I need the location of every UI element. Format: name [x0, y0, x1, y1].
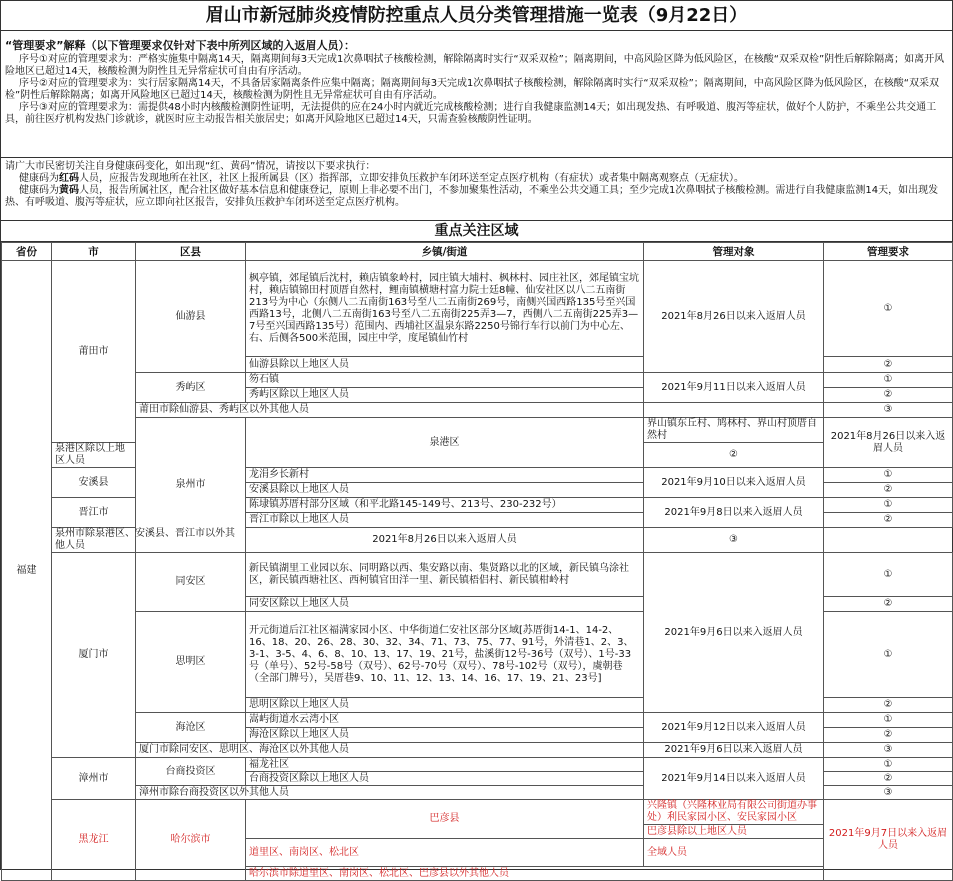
street-cell: 漳州市除台商投资区以外其他人员	[136, 786, 644, 800]
req-cell: ②	[824, 597, 953, 612]
district-cell: 晋江市	[52, 498, 136, 528]
header-street: 乡镇/街道	[246, 243, 644, 261]
street-cell: 陈埭镇苏厝村部分区域（和平北路145-149号、213号、230-232号）	[246, 498, 644, 513]
table-header-row	[2, 243, 953, 261]
table-row	[2, 418, 953, 443]
street-cell: 思明区除以上地区人员	[246, 698, 644, 713]
req-cell: ①	[824, 373, 953, 388]
street-cell: 兴隆镇（兴隆林业局有限公司街道办事处）利民家园小区、安民家园小区	[644, 800, 824, 825]
req-cell: ②	[824, 483, 953, 498]
street-cell: 福龙社区	[246, 758, 644, 772]
street-cell: 枫亭镇，郊尾镇后沈村，赖店镇象岭村，园庄镇大埔村、枫林村、园庄社区，郊尾镇宝坑村，赖店镇锦田村顶厝自然村，鲤南镇横塘村富力院士廷8幢、仙安社区以八二五南街213号为中心（东侧八二五南街163号至八二五南街269号，南侧兴国西路135号至兴国西路13号，北侧八二五南街163号至八二五南街225弄3—7，西侧八二五南街225弄3—7号至兴国西路135号）范围内、西埔社区温泉东路2250号锦行车行以前门为中心左、右、后侧各500米范围，园庄中学，度尾镇仙竹村	[246, 261, 644, 357]
header-district: 区县	[136, 243, 246, 261]
header-city: 市	[52, 243, 136, 261]
district-cell: 思明区	[136, 612, 246, 713]
district-cell: 巴彦县	[246, 800, 644, 839]
target-cell: 2021年8月26日以来入返眉人员	[644, 261, 824, 373]
street-cell: 哈尔滨市除道里区、南岗区、松北区、巴彦县以外其他人员	[246, 867, 824, 881]
table-row	[2, 553, 953, 597]
city-cell: 漳州市	[52, 758, 136, 800]
req-cell: ①	[824, 713, 953, 728]
street-cell: 莆田市除仙游县、秀屿区以外其他人员	[136, 403, 644, 418]
target-cell: 2021年8月26日以来入返眉人员	[246, 528, 644, 553]
district-cell: 泉港区	[246, 418, 644, 468]
notice-intro: 请广大市民密切关注自身健康码变化，如出现“红、黄码”情况，请按以下要求执行：	[5, 161, 376, 172]
table-row	[2, 261, 953, 357]
street-cell: 新民镇湖里工业园以东、同明路以西、集安路以南、集贤路以北的区域，新民镇乌涂社区，新民镇西塘社区、西柯镇官田洋一里、新民镇梧侣村、新民镇柑岭村	[246, 553, 644, 597]
req-cell: ①	[824, 758, 953, 772]
requirement-2: 序号②对应的管理要求为：实行居家隔离14天，不具备居家隔离条件应集中隔离；隔离期间每3天完成1次鼻咽拭子核酸检测，解除隔离时实行“双采双检”；隔离期间，中高风险区降为低风险区，在核酸“双采双检”阴性后解除隔离；如离开风险地区已超过14天，核酸检测为阴性且无异常症状可自由有序活动。	[5, 78, 939, 101]
street-cell: 仙游县除以上地区人员	[246, 357, 644, 373]
req-cell: ③	[824, 403, 953, 418]
table-row	[2, 743, 953, 758]
key-areas-heading: 重点关注区域	[1, 221, 952, 242]
req-cell: ③	[644, 528, 824, 553]
requirements-section	[1, 31, 952, 158]
requirement-1: 序号①对应的管理要求为：严格实施集中隔离14天，隔离期间每3天完成1次鼻咽拭子核酸检测，解除隔离时实行“双采双检”；隔离期间，中高风险区降为低风险区，在核酸“双采双检”阴性后解除隔离；如离开风险地区已超过14天，核酸检测为阴性且无异常症状可自由有序活动。	[5, 54, 945, 77]
target-cell: 2021年9月6日以来入返眉人员	[644, 553, 824, 713]
province-cell: 黑龙江	[52, 800, 136, 881]
target-cell: 2021年8月26日以来入返眉人员	[824, 418, 953, 468]
notice-yellow-code: 健康码为黄码人员，报告所属社区，配合社区做好基本信息和健康登记，原则上非必要不出门，不参加聚集性活动，不乘坐公共交通工具；至少完成1次鼻咽拭子核酸检测。需进行自我健康监测14天，如出现发热、有呼吸道、腹泻等症状，应立即向社区报告，安排负压救护车闭环送至定点医疗机构。	[5, 185, 939, 208]
req-cell: ①	[824, 468, 953, 483]
district-cell: 海沧区	[136, 713, 246, 743]
requirements-heading: “管理要求”解释（以下管理要求仅针对下表中所列区域的入返眉人员）：	[5, 39, 355, 52]
req-cell: ①	[824, 498, 953, 513]
street-cell: 台商投资区除以上地区人员	[246, 772, 644, 786]
target-cell: 2021年9月10日以来入返眉人员	[644, 468, 824, 498]
street-cell: 安溪县除以上地区人员	[246, 483, 644, 498]
requirement-3: 序号③对应的管理要求为：需提供48小时内核酸检测阴性证明，无法提供的应在24小时内就近完成核酸检测；进行自我健康监测14天；如出现发热、有呼吸道、腹泻等症状，做好个人防护，不乘坐公共交通工具，前往医疗机构发热门诊就诊，就医时应主动报告相关旅居史；如离开风险地区已超过14天，只需查验核酸阴性证明。	[5, 102, 937, 125]
req-cell: ②	[824, 772, 953, 786]
street-cell: 厦门市除同安区、思明区、海沧区以外其他人员	[136, 743, 644, 758]
district-cell: 仙游县	[136, 261, 246, 373]
street-cell: 海沧区除以上地区人员	[246, 728, 644, 743]
header-target: 管理对象	[644, 243, 824, 261]
req-cell: ①	[824, 553, 953, 597]
street-cell: 龙涓乡长新村	[246, 468, 644, 483]
city-cell: 哈尔滨市	[136, 800, 246, 881]
req-cell: ②	[824, 698, 953, 713]
table-row	[2, 403, 953, 418]
street-cell: 开元街道后江社区福满家园小区、中华街道仁安社区部分区域[苏厝街14-1、14-2、16、18、20、26、28、30、32、34、71、73、75、77、91号，外清巷1、2、3、3-1、3-5、4、6、8、10、13、17、19、21号，盐溪街12号-36号（双号）、1号-33号（单号）、52号-58号（双号）、62号-70号（双号）、78号-102号（双号），虞朝巷（全部门牌号），吴厝巷9、10、11、12、13、14、16、17、19、21、23号]	[246, 612, 644, 698]
key-areas-table	[1, 242, 953, 881]
target-cell: 2021年9月6日以来入返眉人员	[644, 743, 824, 758]
table-row	[2, 758, 953, 772]
city-cell: 莆田市	[52, 261, 136, 443]
req-cell: ②	[824, 357, 953, 373]
street-cell: 全域人员	[644, 839, 824, 867]
notice-red-code: 健康码为红码人员，应报告发现地所在社区，社区上报所属县（区）指挥部，立即安排负压救护车闭环送至定点医疗机构（有症状）或者集中隔离观察点（无症状）。	[19, 173, 744, 184]
district-cell: 道里区、南岗区、松北区	[246, 839, 644, 867]
table-row	[2, 713, 953, 728]
city-cell: 泉州市	[136, 418, 246, 553]
street-cell: 巴彦县除以上地区人员	[644, 825, 824, 839]
table-row	[2, 800, 953, 825]
city-cell: 厦门市	[52, 553, 136, 758]
target-cell: 2021年9月12日以来入返眉人员	[644, 713, 824, 743]
header-requirement: 管理要求	[824, 243, 953, 261]
req-cell: ②	[824, 513, 953, 528]
req-cell: ②	[824, 728, 953, 743]
req-cell: ②	[824, 388, 953, 403]
street-cell: 晋江市除以上地区人员	[246, 513, 644, 528]
health-code-notice	[1, 158, 952, 221]
province-cell: 福建	[2, 261, 52, 881]
target-cell: 2021年9月7日以来入返眉人员	[824, 800, 953, 881]
target-cell: 2021年9月11日以来入返眉人员	[644, 373, 824, 403]
street-cell: 泉港区除以上地区人员	[52, 443, 136, 468]
district-cell: 秀屿区	[136, 373, 246, 403]
street-cell: 界山镇东丘村、鸠林村、界山村顶厝自然村	[644, 418, 824, 443]
district-cell: 台商投资区	[136, 758, 246, 786]
street-cell: 嵩屿街道水云湾小区	[246, 713, 644, 728]
table-row	[2, 528, 953, 553]
page-title: 眉山市新冠肺炎疫情防控重点人员分类管理措施一览表（9月22日）	[1, 1, 952, 31]
target-cell: 2021年9月14日以来入返眉人员	[644, 758, 824, 800]
district-cell: 安溪县	[52, 468, 136, 498]
street-cell: 秀屿区除以上地区人员	[246, 388, 644, 403]
req-cell: ①	[824, 261, 953, 357]
target-cell	[644, 403, 824, 418]
district-cell: 同安区	[136, 553, 246, 612]
header-province: 省份	[2, 243, 52, 261]
req-cell: ①	[824, 612, 953, 698]
street-cell: 同安区除以上地区人员	[246, 597, 644, 612]
target-cell: 2021年9月8日以来入返眉人员	[644, 498, 824, 528]
table-row	[2, 373, 953, 388]
req-cell: ②	[644, 443, 824, 468]
req-cell: ③	[824, 743, 953, 758]
street-cell: 笏石镇	[246, 373, 644, 388]
street-cell: 泉州市除泉港区、安溪县、晋江市以外其他人员	[52, 528, 246, 553]
req-cell: ③	[824, 786, 953, 800]
